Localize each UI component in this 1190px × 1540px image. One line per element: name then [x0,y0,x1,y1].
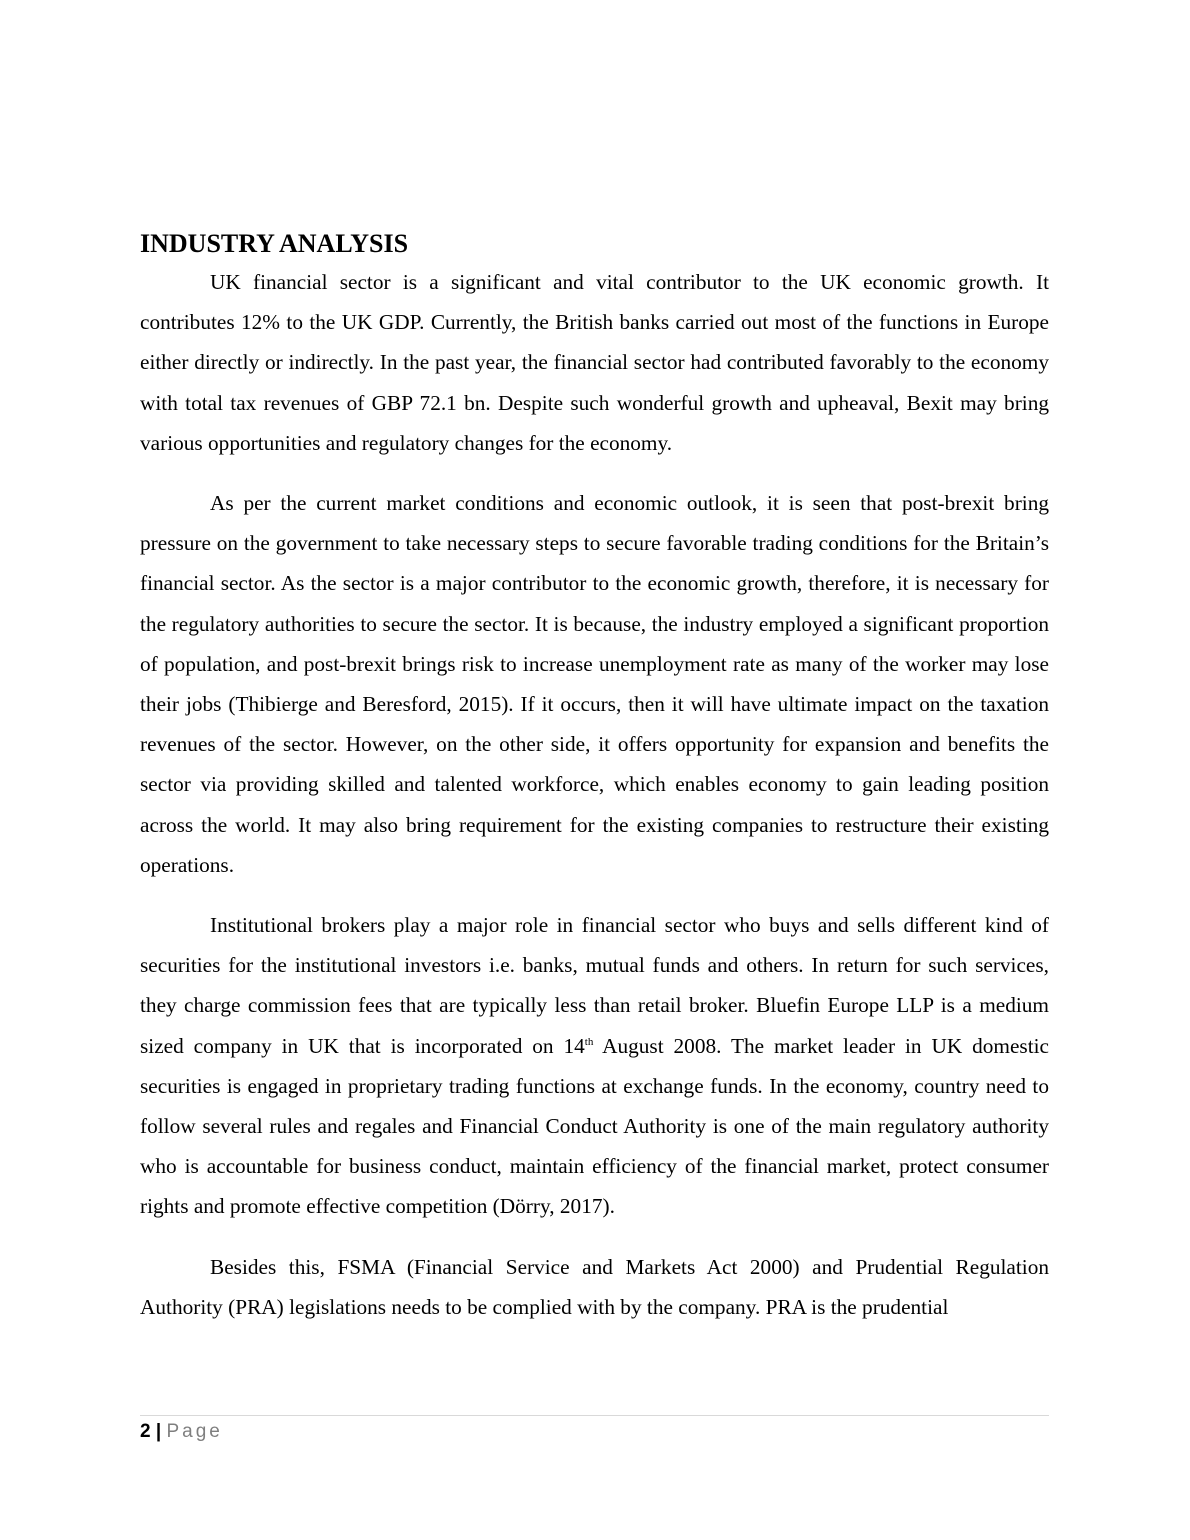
paragraph-3 [140,905,1049,1227]
page-label: Page [166,1421,223,1442]
paragraph-2: As per the current market conditions and economic outlook, it is seen that post-brexit bring pressure on the government to take necessary steps to secure favorable trading conditions for the Britain’s financial sector. As the sector is a major contributor to the economic growth, therefore, it is necessary for the regulatory authorities to secure the sector. It is because, the industry employed a significant proportion of population, and post-brexit brings risk to increase unemployment rate as many of the worker may lose their jobs (Thibierge and Beresford, 2015). If it occurs, then it will have ultimate impact on the taxation revenues of the sector. However, on the other side, it offers opportunity for expansion and benefits the sector via providing skilled and talented workforce, which enables economy to gain leading position across the world. It may also bring requirement for the existing companies to restructure their existing operations. [140,491,1049,877]
page-body [140,226,1049,1347]
section-heading: INDUSTRY ANALYSIS [140,229,409,258]
page-footer [140,1415,1049,1444]
paragraph-1: UK financial sector is a significant and vital contributor to the UK economic growth. It contributes 12% to the UK GDP. Currently, the British banks carried out most of the functions in Europe either directly or indirectly. In the past year, the financial sector had contributed favorably to the economy with total tax revenues of GBP 72.1 bn. Despite such wonderful growth and upheaval, Bexit may bring various opportunities and regulatory changes for the economy. [140,270,1049,455]
paragraph-3-text-start: Institutional brokers play a major role in financial sector who buys and sells different kind of securities for the institutional investors i.e. banks, mutual funds and others. In return for such services, they charge commission fees that are typically less than retail broker. Bluefin Europe LLP is a medium sized company in UK that is incorporated on 14 [140,913,1049,1058]
footer-separator: | [155,1421,162,1442]
paragraph-3-text-end: August 2008. The market leader in UK domestic securities is engaged in proprietary trading functions at exchange funds. In the economy, country need to follow several rules and regales and Financial Conduct Authority is one of the main regulatory authority who is accountable for business conduct, maintain efficiency of the financial market, protect consumer rights and promote effective competition (Dörry, 2017). [140,1033,1050,1219]
paragraph-4: Besides this, FSMA (Financial Service and Markets Act 2000) and Prudential Regulation Authority (PRA) legislations needs to be complied with by the company. PRA is the prudential [140,1254,1049,1319]
ordinal-superscript: th [584,1035,594,1048]
page-number: 2 [140,1421,151,1442]
